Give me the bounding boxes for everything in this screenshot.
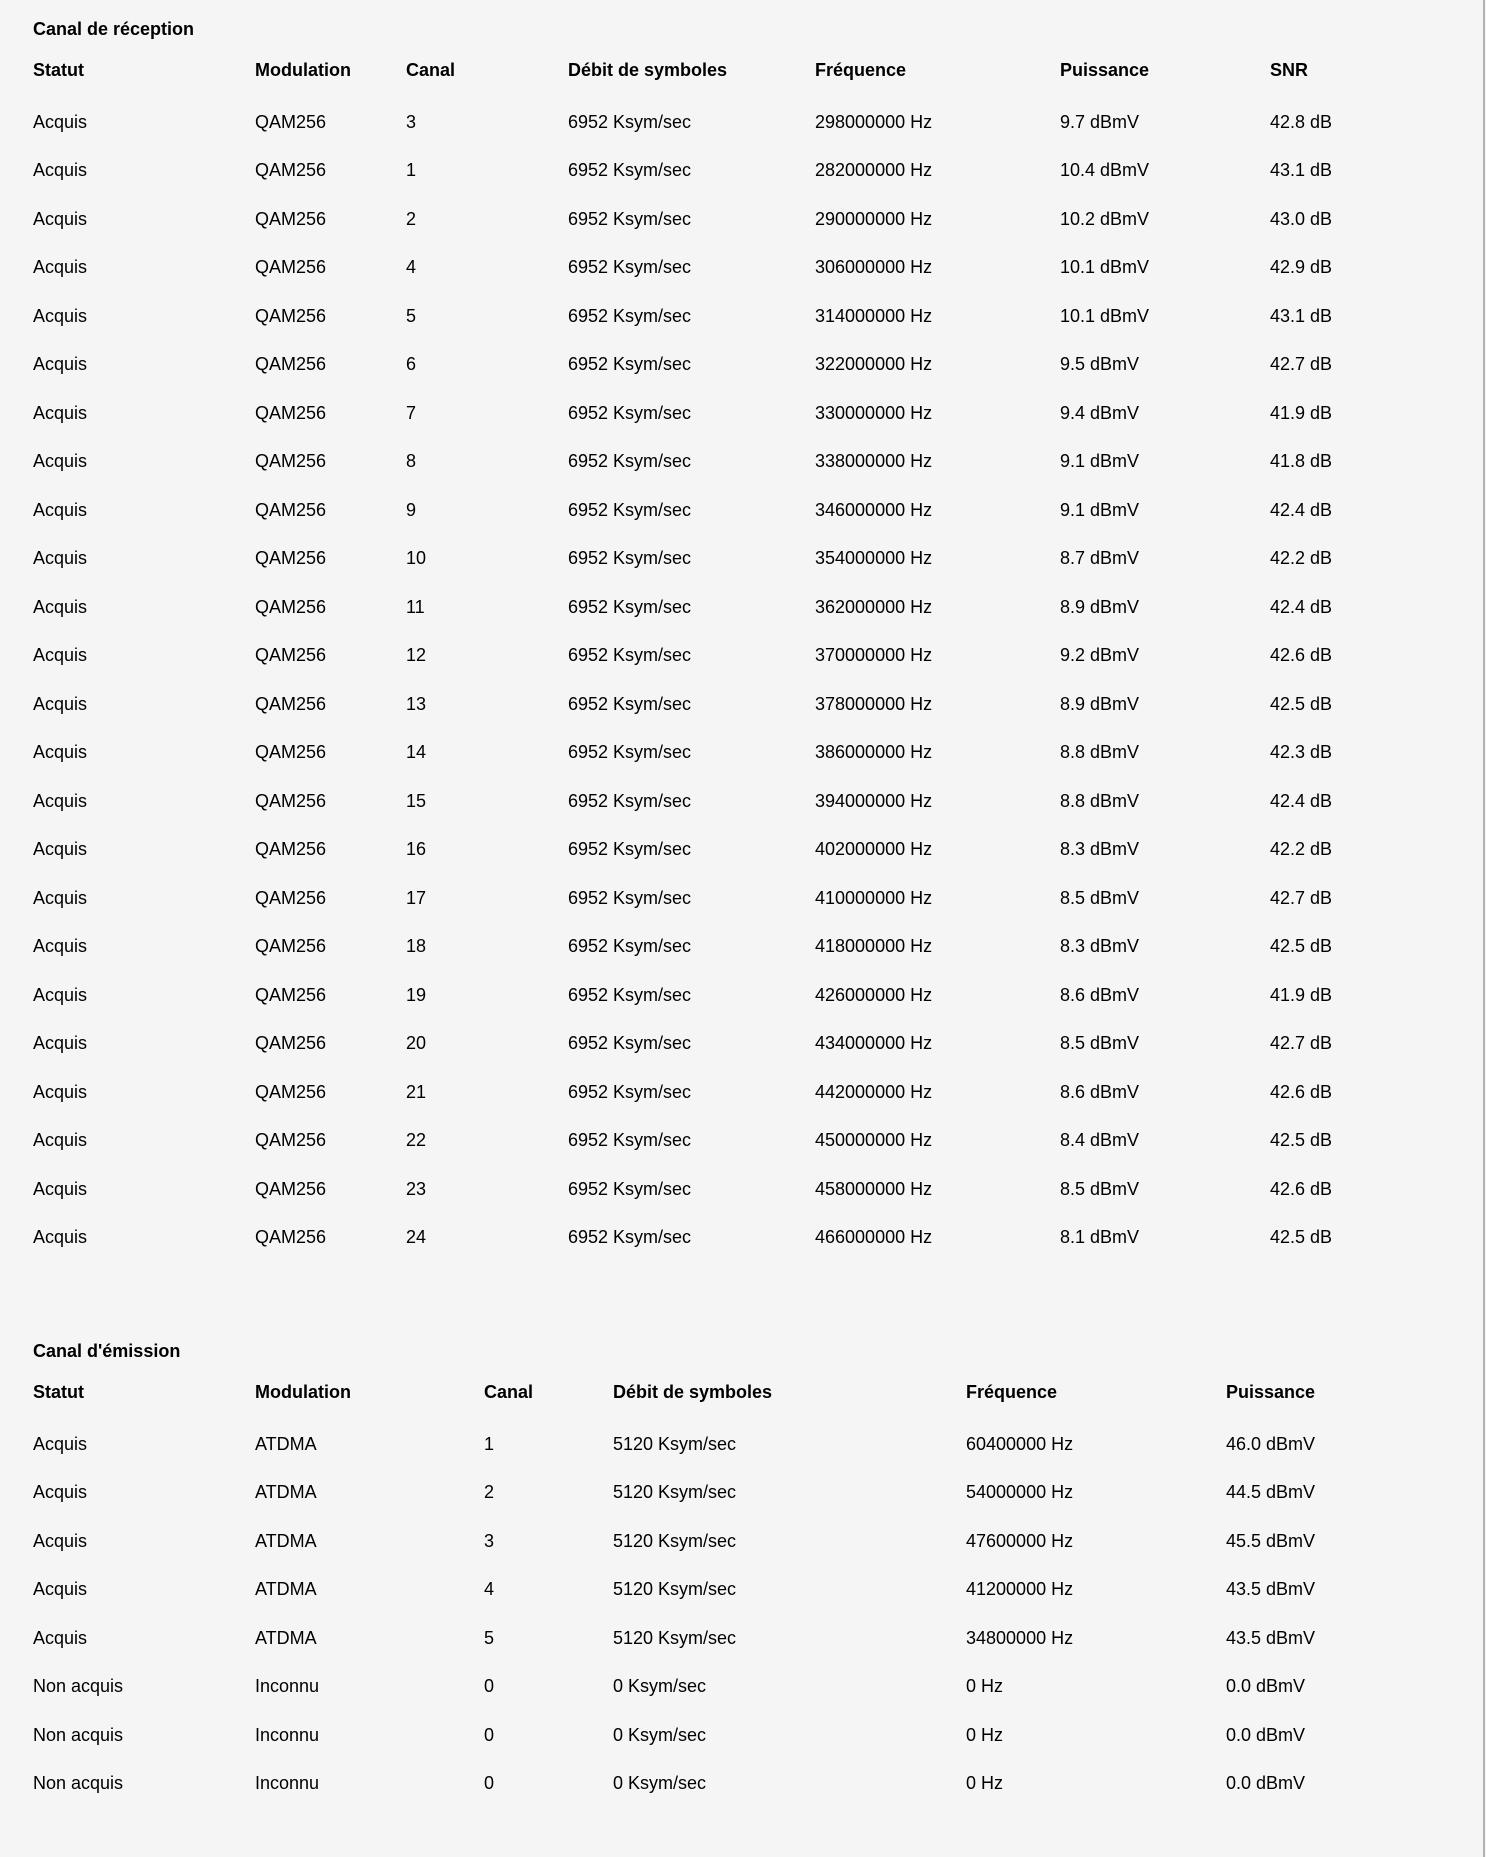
cell-canal: 1 xyxy=(406,160,417,181)
cell-frequence: 314000000 Hz xyxy=(815,305,933,326)
cell-debit-de-symboles: 6952 Ksym/sec xyxy=(568,839,692,860)
cell-snr: 42.8 dB xyxy=(1270,111,1333,132)
cell-modulation: QAM256 xyxy=(255,160,327,181)
cell-frequence: 298000000 Hz xyxy=(815,111,933,132)
cell-snr: 43.1 dB xyxy=(1270,160,1333,181)
cell-debit-de-symboles: 6952 Ksym/sec xyxy=(568,936,692,957)
cell-debit-de-symboles: 0 Ksym/sec xyxy=(613,1724,707,1745)
cell-snr: 42.4 dB xyxy=(1270,499,1333,520)
cell-frequence: 290000000 Hz xyxy=(815,208,933,229)
cell-puissance: 43.5 dBmV xyxy=(1226,1627,1316,1648)
cell-debit-de-symboles: 6952 Ksym/sec xyxy=(568,1033,692,1054)
cell-snr: 42.5 dB xyxy=(1270,1227,1333,1248)
cell-canal: 11 xyxy=(406,596,425,617)
column-header-modulation: Modulation xyxy=(255,1381,351,1402)
cell-canal: 6 xyxy=(406,354,417,375)
cell-puissance: 9.4 dBmV xyxy=(1060,402,1140,423)
channel-row xyxy=(33,1420,1486,1469)
column-header-snr: SNR xyxy=(1270,59,1309,80)
cell-modulation: Inconnu xyxy=(255,1773,320,1794)
cell-snr: 42.5 dB xyxy=(1270,936,1333,957)
cell-frequence: 370000000 Hz xyxy=(815,645,933,666)
cell-frequence: 282000000 Hz xyxy=(815,160,933,181)
cell-canal: 14 xyxy=(406,742,427,763)
upstream-channels-table xyxy=(33,1364,1486,1808)
cell-statut: Acquis xyxy=(33,790,88,811)
cell-modulation: QAM256 xyxy=(255,111,327,132)
cell-debit-de-symboles: 6952 Ksym/sec xyxy=(568,208,692,229)
cell-snr: 41.8 dB xyxy=(1270,451,1333,472)
cell-puissance: 8.1 dBmV xyxy=(1060,1227,1140,1248)
cell-modulation: QAM256 xyxy=(255,402,327,423)
cell-canal: 1 xyxy=(484,1433,495,1454)
cell-snr: 42.2 dB xyxy=(1270,839,1333,860)
channel-row xyxy=(33,680,1486,729)
cell-puissance: 8.6 dBmV xyxy=(1060,984,1140,1005)
cell-debit-de-symboles: 5120 Ksym/sec xyxy=(613,1530,737,1551)
cell-canal: 18 xyxy=(406,936,427,957)
cell-modulation: QAM256 xyxy=(255,790,327,811)
cell-puissance: 8.5 dBmV xyxy=(1060,1033,1140,1054)
section-title-downstream: Canal de réception xyxy=(33,19,195,39)
cell-puissance: 0.0 dBmV xyxy=(1226,1676,1306,1697)
cell-canal: 13 xyxy=(406,693,427,714)
channel-row xyxy=(33,777,1486,826)
cell-debit-de-symboles: 6952 Ksym/sec xyxy=(568,499,692,520)
cell-puissance: 9.1 dBmV xyxy=(1060,499,1140,520)
cell-snr: 42.4 dB xyxy=(1270,596,1333,617)
cell-modulation: ATDMA xyxy=(255,1579,317,1600)
cell-statut: Acquis xyxy=(33,936,88,957)
cell-canal: 9 xyxy=(406,499,417,520)
cell-puissance: 10.2 dBmV xyxy=(1060,208,1150,229)
cell-snr: 42.5 dB xyxy=(1270,1130,1333,1151)
cell-snr: 43.0 dB xyxy=(1270,208,1333,229)
cell-canal: 17 xyxy=(406,887,427,908)
cell-statut: Acquis xyxy=(33,451,88,472)
cell-debit-de-symboles: 5120 Ksym/sec xyxy=(613,1482,737,1503)
column-header-puissance: Puissance xyxy=(1060,59,1150,80)
cell-debit-de-symboles: 6952 Ksym/sec xyxy=(568,790,692,811)
cell-modulation: QAM256 xyxy=(255,645,327,666)
column-header-puissance: Puissance xyxy=(1226,1381,1316,1402)
cell-debit-de-symboles: 6952 Ksym/sec xyxy=(568,160,692,181)
cell-frequence: 346000000 Hz xyxy=(815,499,933,520)
cell-frequence: 450000000 Hz xyxy=(815,1130,933,1151)
cell-debit-de-symboles: 6952 Ksym/sec xyxy=(568,354,692,375)
column-header-frequence: Fréquence xyxy=(966,1381,1058,1402)
cell-puissance: 10.4 dBmV xyxy=(1060,160,1150,181)
cell-puissance: 46.0 dBmV xyxy=(1226,1433,1316,1454)
cell-statut: Acquis xyxy=(33,1178,88,1199)
cell-puissance: 8.7 dBmV xyxy=(1060,548,1140,569)
cell-frequence: 54000000 Hz xyxy=(966,1482,1074,1503)
cell-frequence: 330000000 Hz xyxy=(815,402,933,423)
cell-statut: Acquis xyxy=(33,208,88,229)
cell-frequence: 34800000 Hz xyxy=(966,1627,1074,1648)
channel-row xyxy=(33,923,1486,972)
channel-row xyxy=(33,1020,1486,1069)
cell-debit-de-symboles: 6952 Ksym/sec xyxy=(568,548,692,569)
cell-canal: 0 xyxy=(484,1724,495,1745)
cell-frequence: 434000000 Hz xyxy=(815,1033,933,1054)
cell-statut: Acquis xyxy=(33,1530,88,1551)
cell-frequence: 338000000 Hz xyxy=(815,451,933,472)
cell-statut: Acquis xyxy=(33,693,88,714)
cell-modulation: QAM256 xyxy=(255,742,327,763)
cell-statut: Acquis xyxy=(33,402,88,423)
cell-frequence: 442000000 Hz xyxy=(815,1081,933,1102)
cell-frequence: 394000000 Hz xyxy=(815,790,933,811)
cell-debit-de-symboles: 6952 Ksym/sec xyxy=(568,645,692,666)
cell-debit-de-symboles: 6952 Ksym/sec xyxy=(568,1081,692,1102)
cell-frequence: 0 Hz xyxy=(966,1676,1004,1697)
cell-statut: Acquis xyxy=(33,1033,88,1054)
channel-row xyxy=(33,341,1486,390)
channel-row xyxy=(33,244,1486,293)
downstream-table-body xyxy=(33,98,1486,1262)
cell-puissance: 8.4 dBmV xyxy=(1060,1130,1140,1151)
cell-statut: Acquis xyxy=(33,1130,88,1151)
downstream-table-header xyxy=(33,42,1486,98)
cell-frequence: 306000000 Hz xyxy=(815,257,933,278)
cell-statut: Acquis xyxy=(33,354,88,375)
cell-modulation: QAM256 xyxy=(255,499,327,520)
cell-debit-de-symboles: 5120 Ksym/sec xyxy=(613,1579,737,1600)
cell-debit-de-symboles: 6952 Ksym/sec xyxy=(568,742,692,763)
channel-row xyxy=(33,729,1486,778)
channel-row xyxy=(33,98,1486,147)
cell-frequence: 60400000 Hz xyxy=(966,1433,1074,1454)
channel-row xyxy=(33,535,1486,584)
cell-puissance: 9.7 dBmV xyxy=(1060,111,1140,132)
cell-frequence: 0 Hz xyxy=(966,1724,1004,1745)
cell-puissance: 9.2 dBmV xyxy=(1060,645,1140,666)
cell-puissance: 9.1 dBmV xyxy=(1060,451,1140,472)
cell-modulation: QAM256 xyxy=(255,596,327,617)
cell-modulation: QAM256 xyxy=(255,305,327,326)
section-title-upstream: Canal d'émission xyxy=(33,1341,181,1361)
channel-row xyxy=(33,971,1486,1020)
cell-puissance: 0.0 dBmV xyxy=(1226,1773,1306,1794)
cell-canal: 16 xyxy=(406,839,427,860)
cell-modulation: Inconnu xyxy=(255,1676,320,1697)
cell-frequence: 322000000 Hz xyxy=(815,354,933,375)
cell-frequence: 418000000 Hz xyxy=(815,936,933,957)
cell-canal: 0 xyxy=(484,1676,495,1697)
cell-frequence: 426000000 Hz xyxy=(815,984,933,1005)
cell-modulation: QAM256 xyxy=(255,208,327,229)
cell-statut: Acquis xyxy=(33,499,88,520)
cell-debit-de-symboles: 6952 Ksym/sec xyxy=(568,984,692,1005)
cell-debit-de-symboles: 6952 Ksym/sec xyxy=(568,451,692,472)
cell-debit-de-symboles: 5120 Ksym/sec xyxy=(613,1627,737,1648)
cell-snr: 41.9 dB xyxy=(1270,984,1333,1005)
cell-canal: 3 xyxy=(406,111,417,132)
column-header-debit-de-symboles: Débit de symboles xyxy=(613,1381,773,1402)
cell-statut: Acquis xyxy=(33,1081,88,1102)
channel-row xyxy=(33,826,1486,875)
cell-statut: Acquis xyxy=(33,645,88,666)
channel-row xyxy=(33,1068,1486,1117)
cell-canal: 5 xyxy=(406,305,417,326)
channel-row xyxy=(33,1469,1486,1518)
cell-canal: 8 xyxy=(406,451,417,472)
cell-modulation: QAM256 xyxy=(255,1033,327,1054)
cell-puissance: 0.0 dBmV xyxy=(1226,1724,1306,1745)
channel-row xyxy=(33,147,1486,196)
cell-snr: 42.6 dB xyxy=(1270,1081,1333,1102)
cell-modulation: QAM256 xyxy=(255,887,327,908)
channel-row xyxy=(33,1517,1486,1566)
cell-modulation: QAM256 xyxy=(255,1227,327,1248)
cell-canal: 24 xyxy=(406,1227,427,1248)
cell-canal: 4 xyxy=(406,257,417,278)
cell-puissance: 8.8 dBmV xyxy=(1060,742,1140,763)
channel-row xyxy=(33,1566,1486,1615)
cell-statut: Acquis xyxy=(33,839,88,860)
cell-snr: 42.5 dB xyxy=(1270,693,1333,714)
cell-modulation: QAM256 xyxy=(255,354,327,375)
cell-puissance: 10.1 dBmV xyxy=(1060,305,1150,326)
cell-statut: Acquis xyxy=(33,257,88,278)
cell-debit-de-symboles: 6952 Ksym/sec xyxy=(568,693,692,714)
cell-canal: 10 xyxy=(406,548,427,569)
channel-row xyxy=(33,1663,1486,1712)
channel-row xyxy=(33,1117,1486,1166)
column-header-canal: Canal xyxy=(406,59,456,80)
cell-debit-de-symboles: 6952 Ksym/sec xyxy=(568,111,692,132)
cell-modulation: QAM256 xyxy=(255,984,327,1005)
cell-puissance: 8.5 dBmV xyxy=(1060,887,1140,908)
cell-statut: Non acquis xyxy=(33,1676,124,1697)
cell-puissance: 45.5 dBmV xyxy=(1226,1530,1316,1551)
column-header-statut: Statut xyxy=(33,59,84,80)
cell-statut: Acquis xyxy=(33,984,88,1005)
channel-row xyxy=(33,486,1486,535)
cell-puissance: 8.9 dBmV xyxy=(1060,693,1140,714)
cell-modulation: ATDMA xyxy=(255,1433,317,1454)
cell-modulation: QAM256 xyxy=(255,1178,327,1199)
upstream-table-body xyxy=(33,1420,1486,1808)
cell-statut: Acquis xyxy=(33,1579,88,1600)
cell-snr: 42.6 dB xyxy=(1270,645,1333,666)
cell-debit-de-symboles: 6952 Ksym/sec xyxy=(568,1178,692,1199)
cell-puissance: 8.6 dBmV xyxy=(1060,1081,1140,1102)
cell-frequence: 402000000 Hz xyxy=(815,839,933,860)
cell-puissance: 8.3 dBmV xyxy=(1060,839,1140,860)
channel-row xyxy=(33,438,1486,487)
channel-row xyxy=(33,874,1486,923)
cell-puissance: 8.8 dBmV xyxy=(1060,790,1140,811)
cell-puissance: 9.5 dBmV xyxy=(1060,354,1140,375)
channel-row xyxy=(33,1165,1486,1214)
cell-debit-de-symboles: 6952 Ksym/sec xyxy=(568,305,692,326)
cell-snr: 42.3 dB xyxy=(1270,742,1333,763)
cell-statut: Acquis xyxy=(33,160,88,181)
cell-statut: Acquis xyxy=(33,596,88,617)
cell-snr: 42.9 dB xyxy=(1270,257,1333,278)
column-header-statut: Statut xyxy=(33,1381,84,1402)
cell-statut: Acquis xyxy=(33,887,88,908)
cell-canal: 12 xyxy=(406,645,427,666)
cell-puissance: 10.1 dBmV xyxy=(1060,257,1150,278)
cell-snr: 42.2 dB xyxy=(1270,548,1333,569)
cell-frequence: 466000000 Hz xyxy=(815,1227,933,1248)
cell-snr: 42.6 dB xyxy=(1270,1178,1333,1199)
cell-frequence: 386000000 Hz xyxy=(815,742,933,763)
cell-puissance: 8.3 dBmV xyxy=(1060,936,1140,957)
cell-puissance: 44.5 dBmV xyxy=(1226,1482,1316,1503)
cell-canal: 0 xyxy=(484,1773,495,1794)
cell-modulation: QAM256 xyxy=(255,839,327,860)
cell-puissance: 43.5 dBmV xyxy=(1226,1579,1316,1600)
scrollbar[interactable] xyxy=(1483,0,1485,1857)
header-row xyxy=(33,42,1486,98)
cell-debit-de-symboles: 6952 Ksym/sec xyxy=(568,596,692,617)
cell-modulation: QAM256 xyxy=(255,936,327,957)
channel-row xyxy=(33,292,1486,341)
cell-puissance: 8.9 dBmV xyxy=(1060,596,1140,617)
cell-canal: 23 xyxy=(406,1178,427,1199)
cell-statut: Acquis xyxy=(33,1227,88,1248)
cell-canal: 15 xyxy=(406,790,427,811)
cell-frequence: 410000000 Hz xyxy=(815,887,933,908)
cell-statut: Acquis xyxy=(33,742,88,763)
column-header-debit-de-symboles: Débit de symboles xyxy=(568,59,728,80)
cell-modulation: ATDMA xyxy=(255,1482,317,1503)
cell-debit-de-symboles: 6952 Ksym/sec xyxy=(568,887,692,908)
channel-row xyxy=(33,583,1486,632)
cell-statut: Acquis xyxy=(33,548,88,569)
cell-modulation: QAM256 xyxy=(255,548,327,569)
cell-frequence: 0 Hz xyxy=(966,1773,1004,1794)
cell-debit-de-symboles: 6952 Ksym/sec xyxy=(568,402,692,423)
cell-canal: 2 xyxy=(406,208,417,229)
cell-snr: 42.7 dB xyxy=(1270,1033,1333,1054)
cell-canal: 4 xyxy=(484,1579,495,1600)
cell-statut: Acquis xyxy=(33,1433,88,1454)
cell-frequence: 47600000 Hz xyxy=(966,1530,1074,1551)
cell-canal: 22 xyxy=(406,1130,427,1151)
cell-modulation: QAM256 xyxy=(255,693,327,714)
cell-statut: Acquis xyxy=(33,1627,88,1648)
cell-statut: Non acquis xyxy=(33,1724,124,1745)
channel-row xyxy=(33,389,1486,438)
cell-debit-de-symboles: 0 Ksym/sec xyxy=(613,1773,707,1794)
channel-row xyxy=(33,1711,1486,1760)
cell-modulation: QAM256 xyxy=(255,1130,327,1151)
cell-modulation: ATDMA xyxy=(255,1530,317,1551)
column-header-canal: Canal xyxy=(484,1381,534,1402)
channel-row xyxy=(33,632,1486,681)
cell-statut: Acquis xyxy=(33,305,88,326)
cell-statut: Acquis xyxy=(33,111,88,132)
cell-statut: Non acquis xyxy=(33,1773,124,1794)
cell-puissance: 8.5 dBmV xyxy=(1060,1178,1140,1199)
cell-canal: 3 xyxy=(484,1530,495,1551)
channel-row xyxy=(33,195,1486,244)
cell-frequence: 458000000 Hz xyxy=(815,1178,933,1199)
upstream-table-header xyxy=(33,1364,1486,1420)
cell-modulation: Inconnu xyxy=(255,1724,320,1745)
cell-frequence: 41200000 Hz xyxy=(966,1579,1074,1600)
cell-canal: 19 xyxy=(406,984,427,1005)
cell-modulation: QAM256 xyxy=(255,451,327,472)
column-header-modulation: Modulation xyxy=(255,59,351,80)
cell-modulation: QAM256 xyxy=(255,1081,327,1102)
cell-snr: 42.7 dB xyxy=(1270,887,1333,908)
cell-canal: 2 xyxy=(484,1482,495,1503)
cell-snr: 43.1 dB xyxy=(1270,305,1333,326)
channel-row xyxy=(33,1214,1486,1263)
channel-row xyxy=(33,1614,1486,1663)
cell-frequence: 354000000 Hz xyxy=(815,548,933,569)
cell-canal: 5 xyxy=(484,1627,495,1648)
header-row xyxy=(33,1364,1486,1420)
cell-canal: 7 xyxy=(406,402,417,423)
cell-debit-de-symboles: 6952 Ksym/sec xyxy=(568,1130,692,1151)
cell-snr: 42.7 dB xyxy=(1270,354,1333,375)
downstream-channels-table xyxy=(33,42,1486,1262)
cell-modulation: ATDMA xyxy=(255,1627,317,1648)
cell-canal: 20 xyxy=(406,1033,427,1054)
cell-debit-de-symboles: 0 Ksym/sec xyxy=(613,1676,707,1697)
cell-frequence: 362000000 Hz xyxy=(815,596,933,617)
column-header-frequence: Fréquence xyxy=(815,59,907,80)
cell-modulation: QAM256 xyxy=(255,257,327,278)
cell-canal: 21 xyxy=(406,1081,427,1102)
cell-snr: 42.4 dB xyxy=(1270,790,1333,811)
cell-debit-de-symboles: 5120 Ksym/sec xyxy=(613,1433,737,1454)
cell-debit-de-symboles: 6952 Ksym/sec xyxy=(568,257,692,278)
cell-frequence: 378000000 Hz xyxy=(815,693,933,714)
cell-snr: 41.9 dB xyxy=(1270,402,1333,423)
cell-debit-de-symboles: 6952 Ksym/sec xyxy=(568,1227,692,1248)
cell-statut: Acquis xyxy=(33,1482,88,1503)
channel-row xyxy=(33,1760,1486,1809)
